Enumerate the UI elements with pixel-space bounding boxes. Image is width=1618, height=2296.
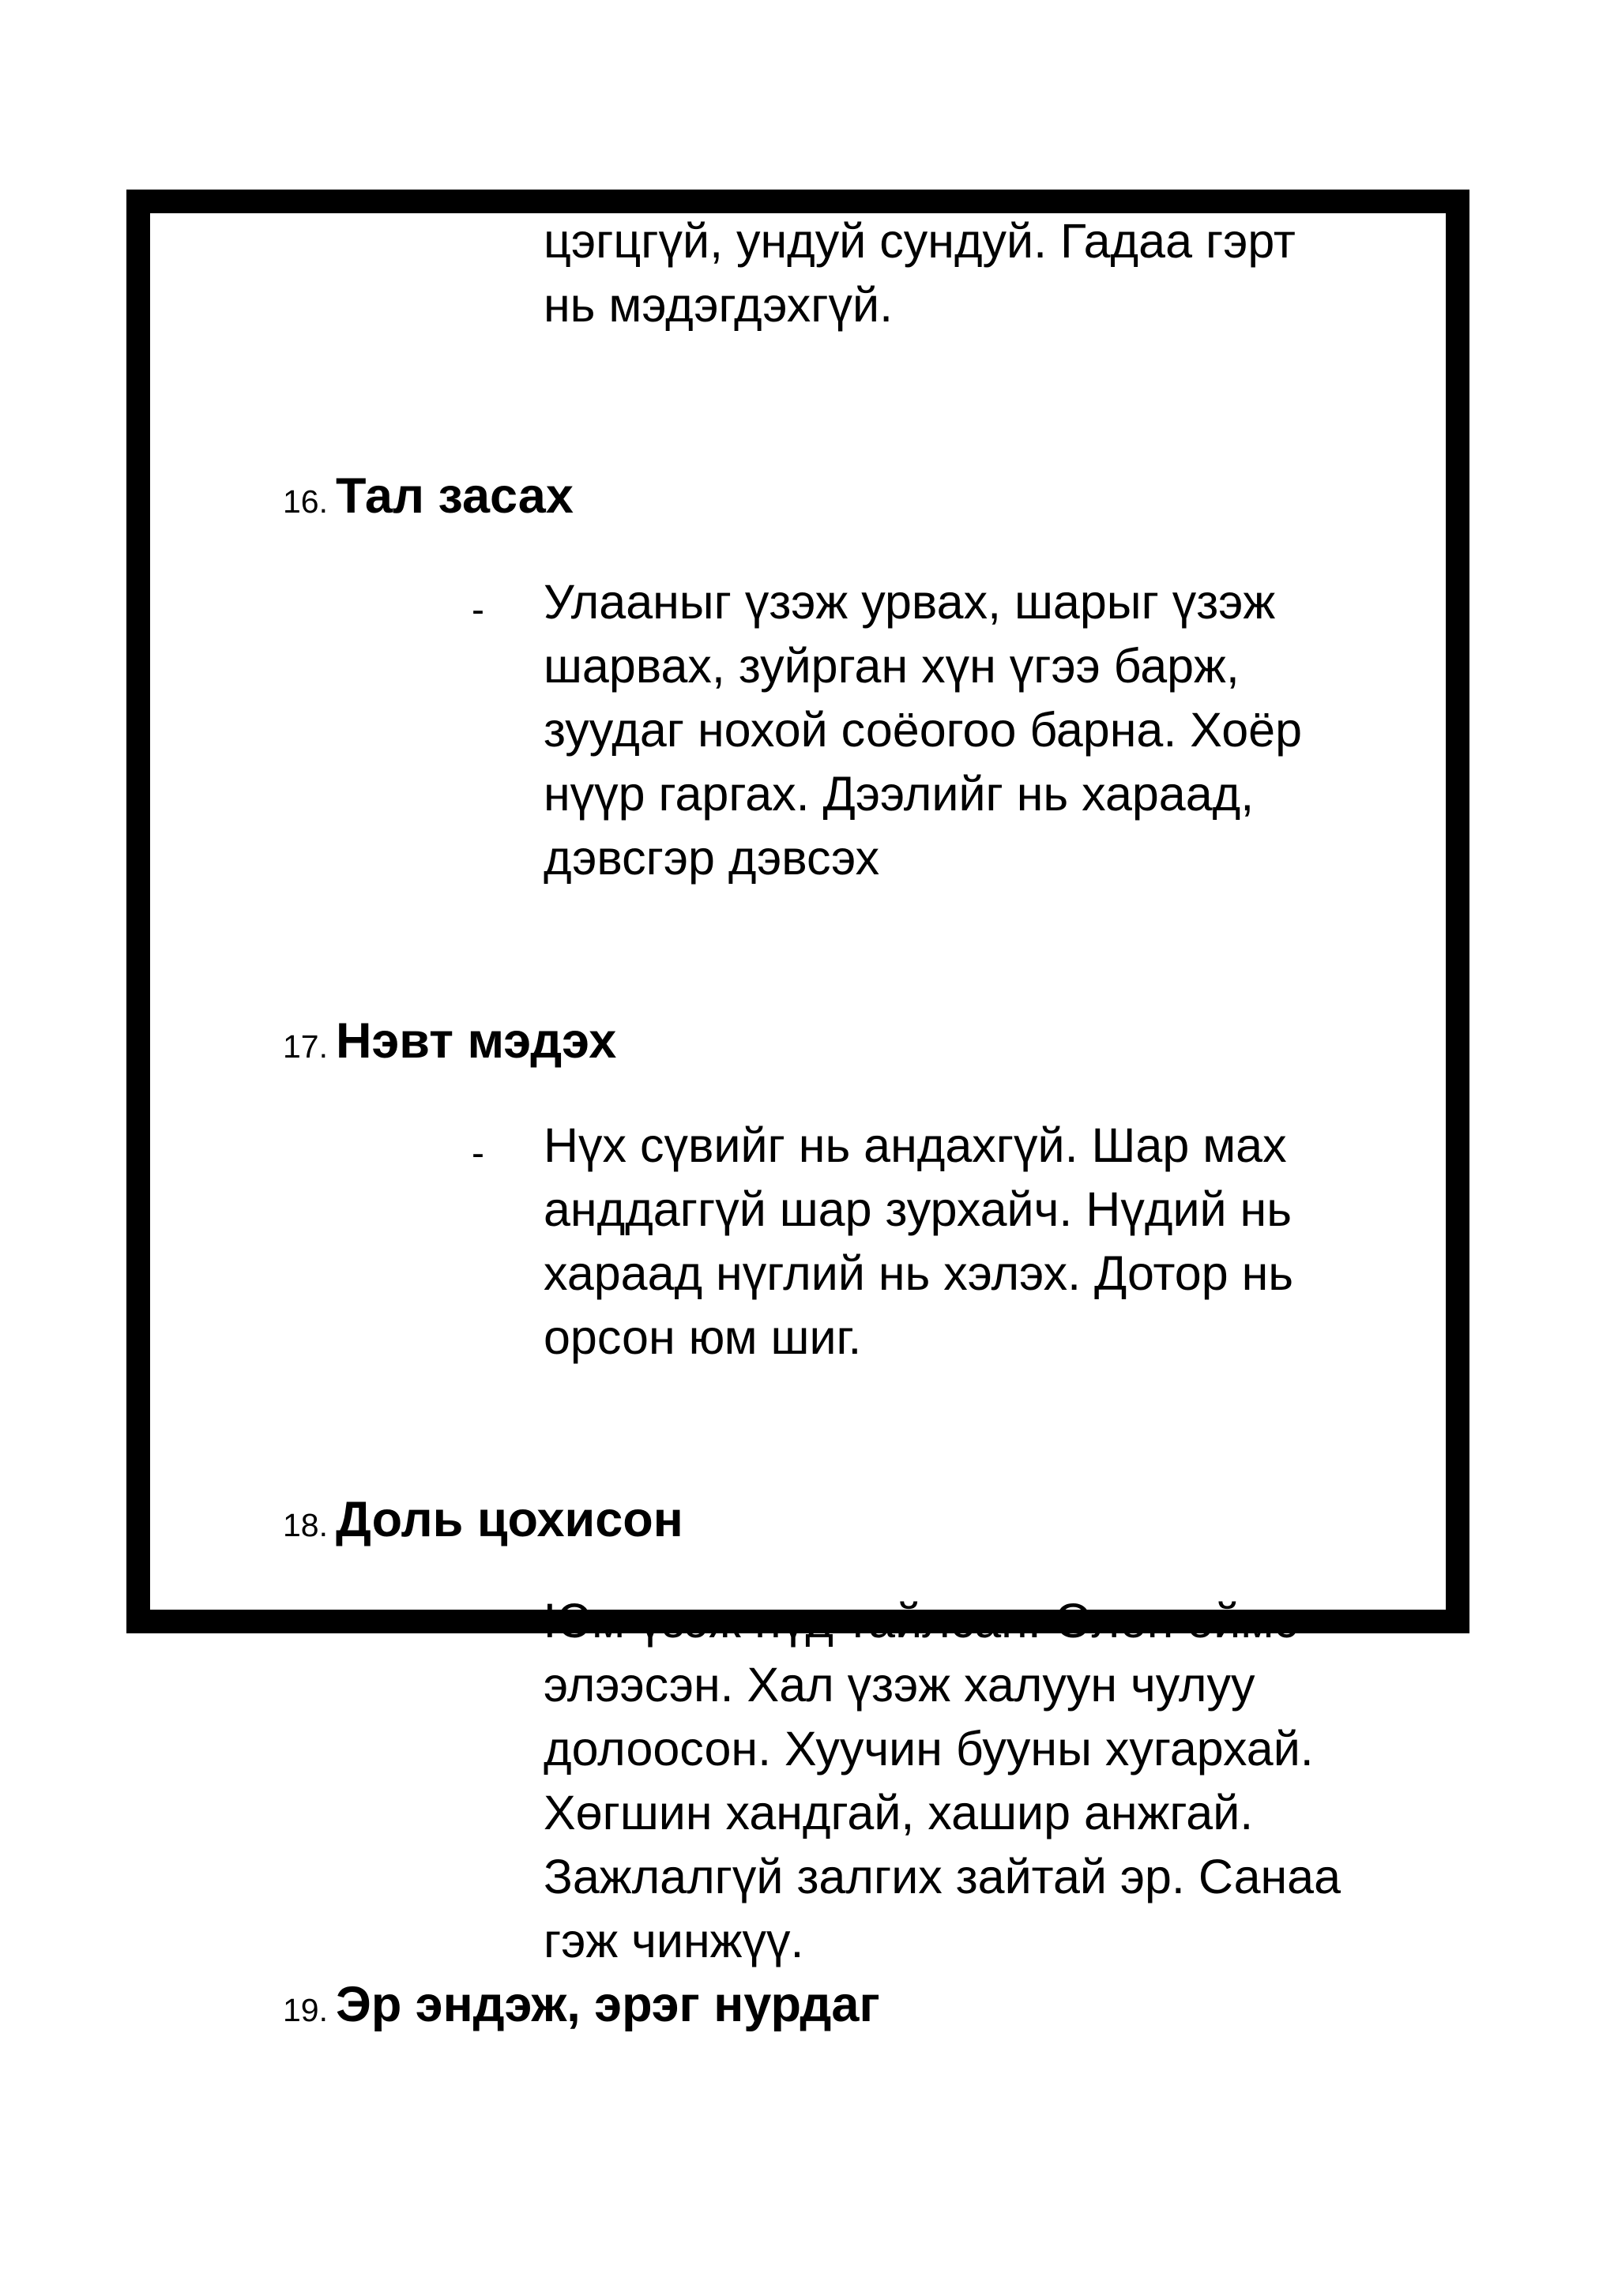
text-line: Хөгшин хандгай, хашир анжгай. xyxy=(544,1786,1254,1839)
text-line: хараад нүглий нь хэлэх. Дотор нь xyxy=(544,1246,1294,1300)
section-paragraph-18 xyxy=(544,1589,1341,1973)
text-line: дэвсгэр дэвсэх xyxy=(544,831,880,885)
text-line: Юм үзэж нүд тайлсан. Олон оймс xyxy=(544,1594,1298,1648)
section-number: 18. xyxy=(283,1507,328,1543)
section-heading-16 xyxy=(283,468,574,539)
section-title: Доль цохисон xyxy=(336,1492,683,1547)
text-line: Зажлалгүй залгих зайтай эр. Санаа xyxy=(544,1850,1341,1903)
section-title: Эр эндэж, эрэг нурдаг xyxy=(336,1977,880,2032)
text-line: долоосон. Хуучин бууны хугархай. xyxy=(544,1722,1314,1776)
section-number: 17. xyxy=(283,1028,328,1065)
section-heading-17 xyxy=(283,1013,616,1084)
text-line: Улааныг үзэж урвах, шарыг үзэж xyxy=(544,575,1276,629)
section-paragraph-16 xyxy=(544,570,1302,890)
section-number: 16. xyxy=(283,483,328,520)
text-line: нь мэдэгдэхгүй. xyxy=(544,278,894,332)
bullet-dash: - xyxy=(472,1606,484,1648)
section-title: Тал засах xyxy=(336,468,574,524)
bullet-dash: - xyxy=(472,589,484,631)
page-border-frame xyxy=(126,190,1469,1633)
text-line: цэгцгүй, ундуй сундуй. Гадаа гэрт xyxy=(544,214,1296,268)
bullet-dash: - xyxy=(472,1133,484,1174)
text-line: шарвах, зуйрган хүн үгээ барж, xyxy=(544,639,1240,693)
section-title: Нэвт мэдэх xyxy=(336,1013,617,1069)
text-line: анддаггүй шар зурхайч. Нүдий нь xyxy=(544,1182,1293,1236)
text-line: орсон юм шиг. xyxy=(544,1310,862,1364)
section-heading-19 xyxy=(283,1976,880,2047)
section-paragraph-17 xyxy=(544,1114,1293,1370)
section-number: 19. xyxy=(283,1992,328,2028)
text-line: элээсэн. Хал үзэж халуун чулуу xyxy=(544,1658,1255,1712)
text-line: зуудаг нохой соёогоо барна. Хоёр xyxy=(544,703,1303,757)
text-line: нүүр гаргах. Дээлийг нь хараад, xyxy=(544,767,1255,821)
continuation-paragraph xyxy=(544,209,1296,337)
section-heading-18 xyxy=(283,1491,683,1562)
text-line: гэж чинжүү. xyxy=(544,1914,804,1967)
text-line: Нүх сүвийг нь андахгүй. Шар мах xyxy=(544,1118,1287,1172)
